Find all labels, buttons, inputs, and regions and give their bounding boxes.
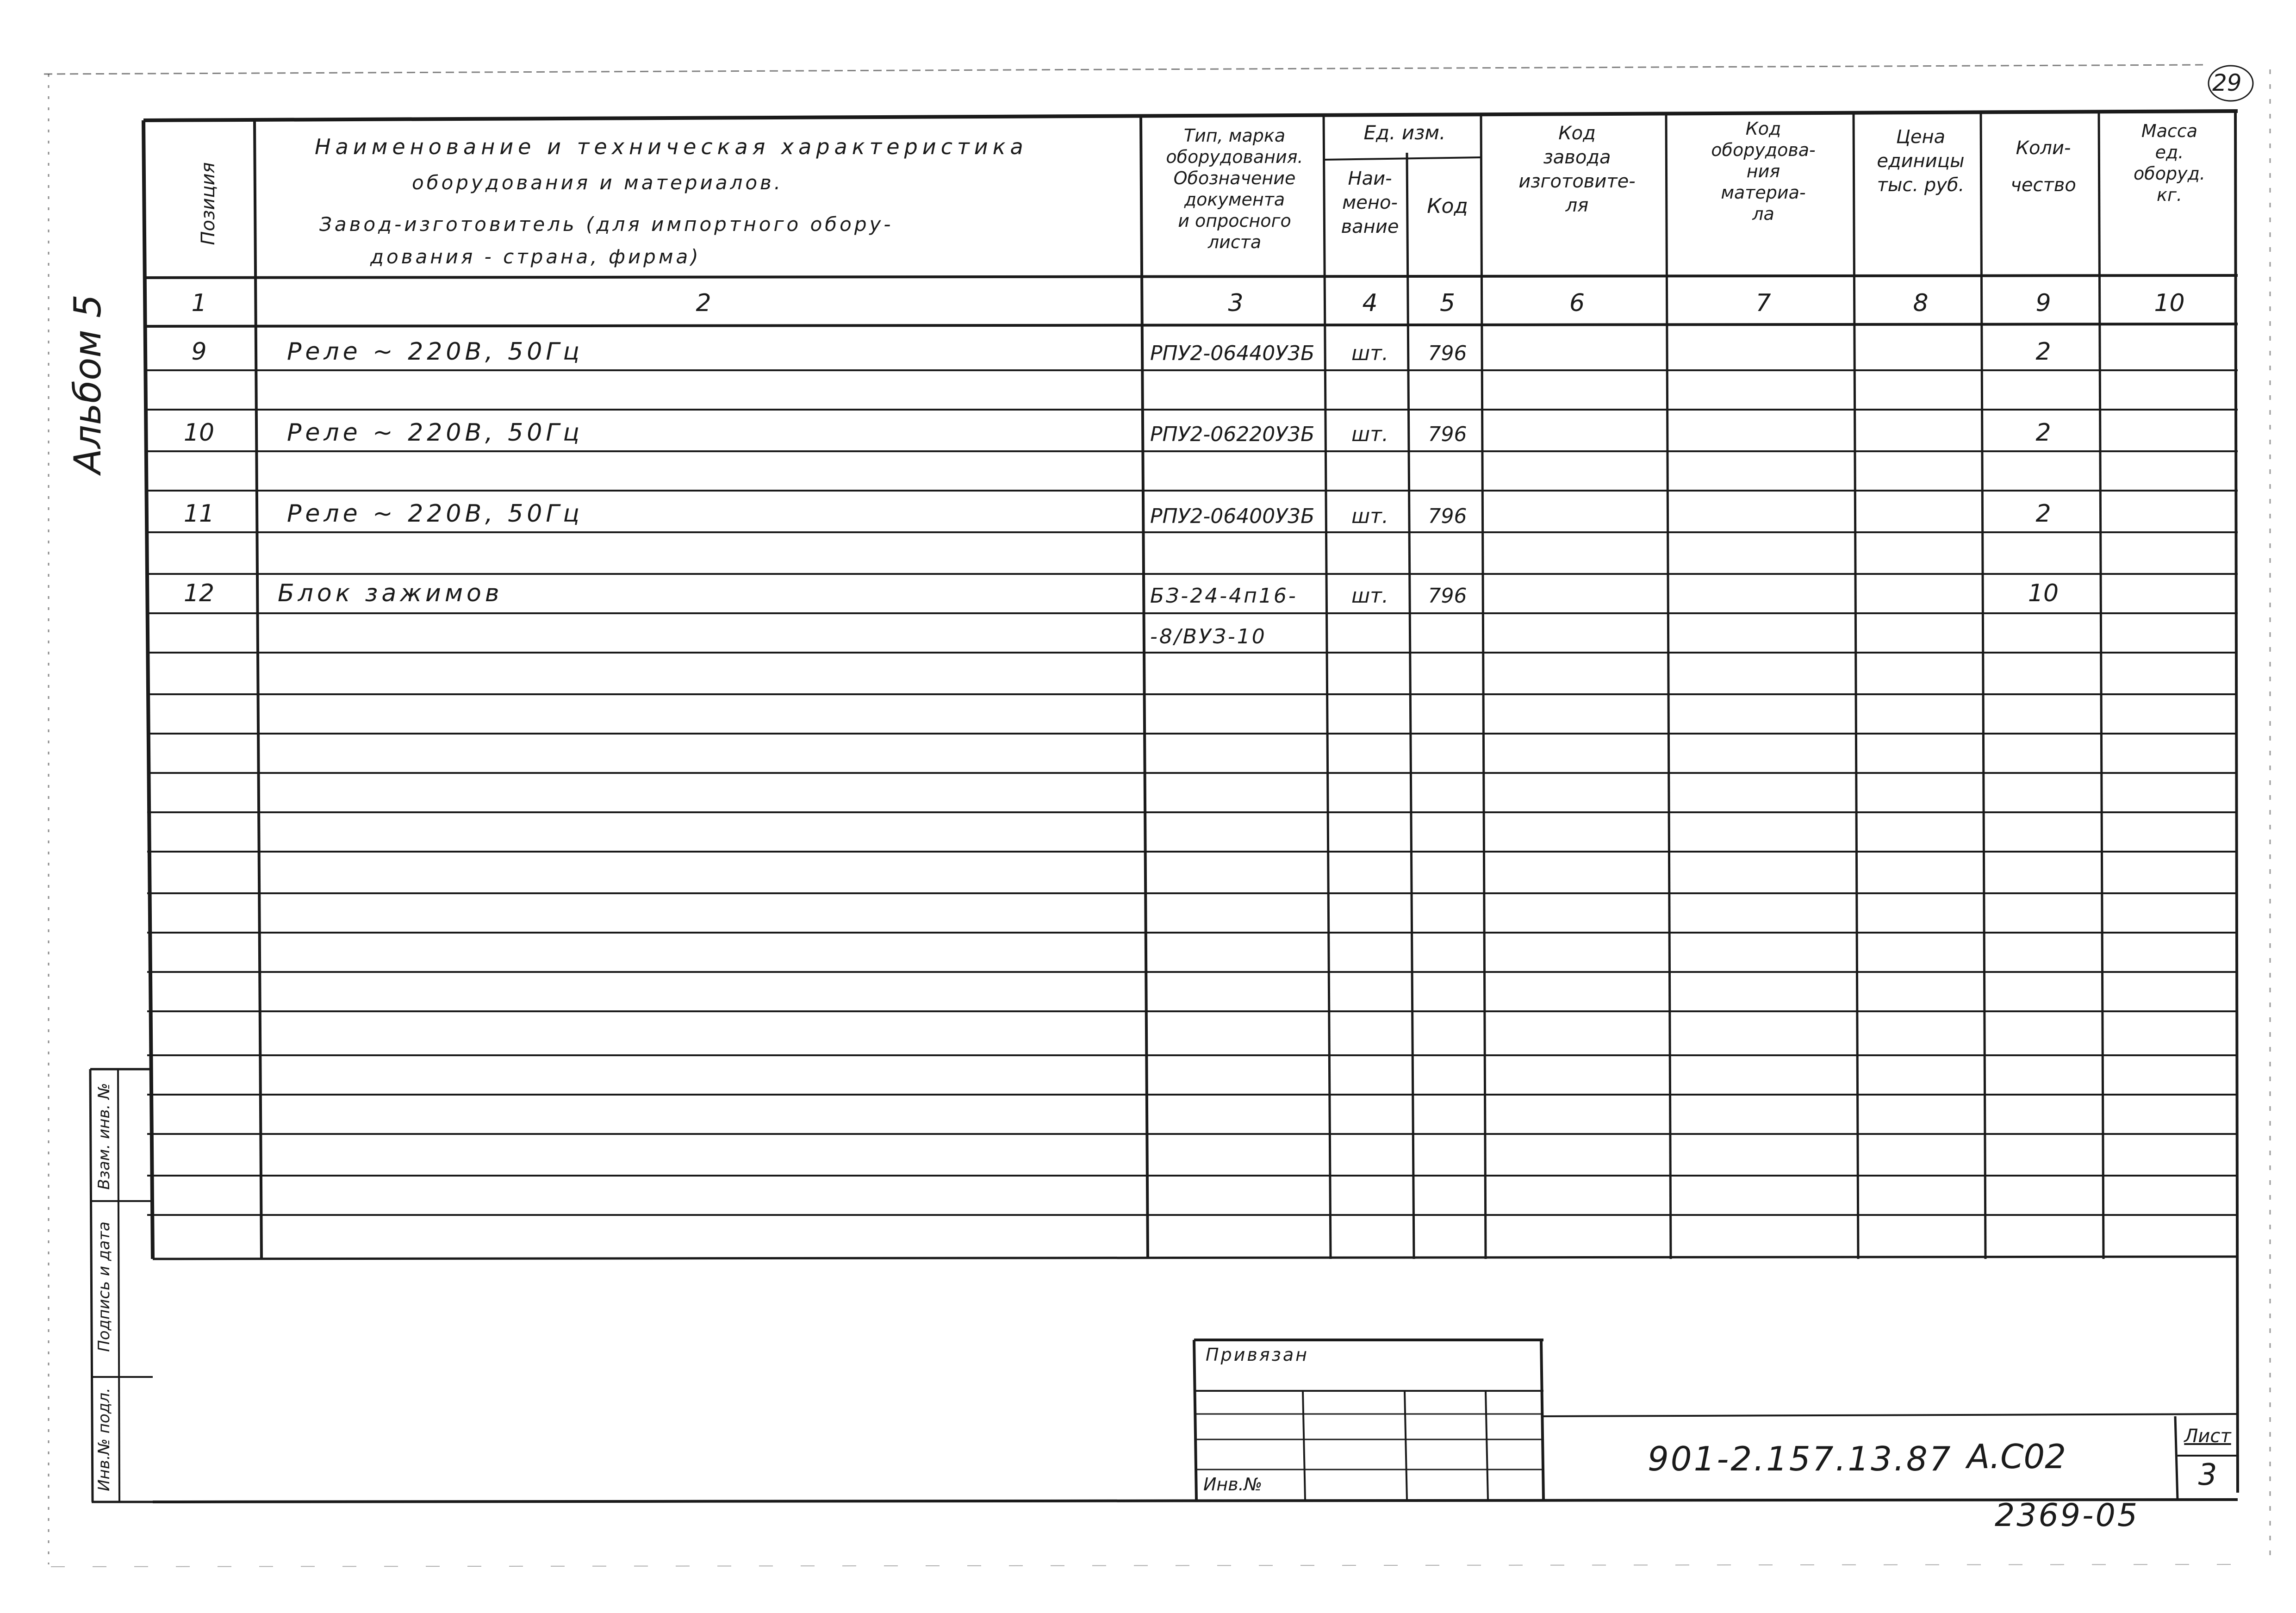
header-equipment-code: Код оборудова- ния материа- ла xyxy=(1711,118,1816,224)
header-quantity: Коли- чество xyxy=(2010,137,2076,196)
row-10-name: Реле ~ 220В, 50Гц xyxy=(287,419,583,447)
row-10-qty: 2 xyxy=(2035,419,2051,447)
sheet-number: 3 xyxy=(2198,1458,2217,1492)
header-name-line4: дования - страна, фирма) xyxy=(370,245,701,268)
page-number: 29 xyxy=(2212,69,2242,96)
colnum-9: 9 xyxy=(2035,289,2051,317)
row-10-pos: 10 xyxy=(183,419,215,447)
row-12-code: 796 xyxy=(1428,584,1467,608)
row-9-name: Реле ~ 220В, 50Гц xyxy=(287,338,583,366)
header-name-line1: Наименование и техническая характеристика xyxy=(315,134,1028,159)
row-11-qty: 2 xyxy=(2035,500,2051,528)
doc-code: 901-2.157.13.87 xyxy=(1648,1439,1953,1478)
header-mass: Масса ед. оборуд. кг. xyxy=(2134,121,2205,205)
colnum-2: 2 xyxy=(696,289,711,317)
row-10-type: РПУ2-06220У3Б xyxy=(1150,423,1315,446)
side-stamp-inv-label: Инв.№ подл. xyxy=(95,1388,113,1491)
header-name-line2: оборудования и материалов. xyxy=(412,171,784,194)
colnum-3: 3 xyxy=(1228,289,1244,317)
row-9-qty: 2 xyxy=(2035,338,2051,366)
row-11-name: Реле ~ 220В, 50Гц xyxy=(287,500,583,528)
header-name-line3: Завод-изготовитель (для импортного обору- xyxy=(319,213,894,236)
row-10-code: 796 xyxy=(1428,423,1467,446)
sheet-label: Лист xyxy=(2184,1426,2231,1447)
colnum-10: 10 xyxy=(2154,289,2185,317)
row-9-unit: шт. xyxy=(1351,342,1388,365)
sheet-code: А.С02 xyxy=(1967,1437,2066,1476)
row-11-pos: 11 xyxy=(183,500,215,528)
header-type-mark: Тип, марка оборудования. Обозначение документа и опросного листа xyxy=(1166,125,1303,252)
colnum-4: 4 xyxy=(1362,289,1378,317)
drawing-number: 2369-05 xyxy=(1995,1497,2140,1534)
row-12-type-cont: -8/ВУЗ-10 xyxy=(1150,625,1267,648)
row-10-unit: шт. xyxy=(1351,423,1388,446)
row-12-unit: шт. xyxy=(1351,584,1388,608)
header-unit-name: Наи- мено- вание xyxy=(1341,168,1399,237)
row-12-qty: 10 xyxy=(2028,579,2059,607)
header-unit-group: Ед. изм. xyxy=(1363,121,1446,144)
row-9-type: РПУ2-06440У3Б xyxy=(1150,342,1315,365)
side-stamp-replace-label: Взам. инв. № xyxy=(95,1083,113,1190)
side-stamp-signature-label: Подпись и дата xyxy=(95,1221,113,1352)
colnum-5: 5 xyxy=(1439,289,1456,317)
header-price: Цена единицы тыс. руб. xyxy=(1877,126,1965,196)
album-label: Альбом 5 xyxy=(66,294,109,474)
header-unit-code: Код xyxy=(1427,194,1468,218)
privyazan-label: Привязан xyxy=(1206,1345,1309,1365)
header-position: Позиция xyxy=(198,162,219,245)
row-11-unit: шт. xyxy=(1351,504,1388,528)
row-12-type: БЗ-24-4п16- xyxy=(1150,584,1298,608)
row-12-name: Блок зажимов xyxy=(278,579,503,607)
colnum-8: 8 xyxy=(1913,289,1929,317)
inv-no-label: Инв.№ xyxy=(1203,1474,1263,1495)
row-11-code: 796 xyxy=(1428,504,1467,528)
colnum-7: 7 xyxy=(1755,289,1771,317)
row-9-pos: 9 xyxy=(191,338,207,366)
row-11-type: РПУ2-06400У3Б xyxy=(1150,504,1315,528)
colnum-1: 1 xyxy=(191,289,207,317)
row-12-pos: 12 xyxy=(183,579,215,607)
row-9-code: 796 xyxy=(1428,342,1467,365)
colnum-6: 6 xyxy=(1569,289,1585,317)
header-factory-code: Код завода изготовите- ля xyxy=(1518,123,1636,216)
